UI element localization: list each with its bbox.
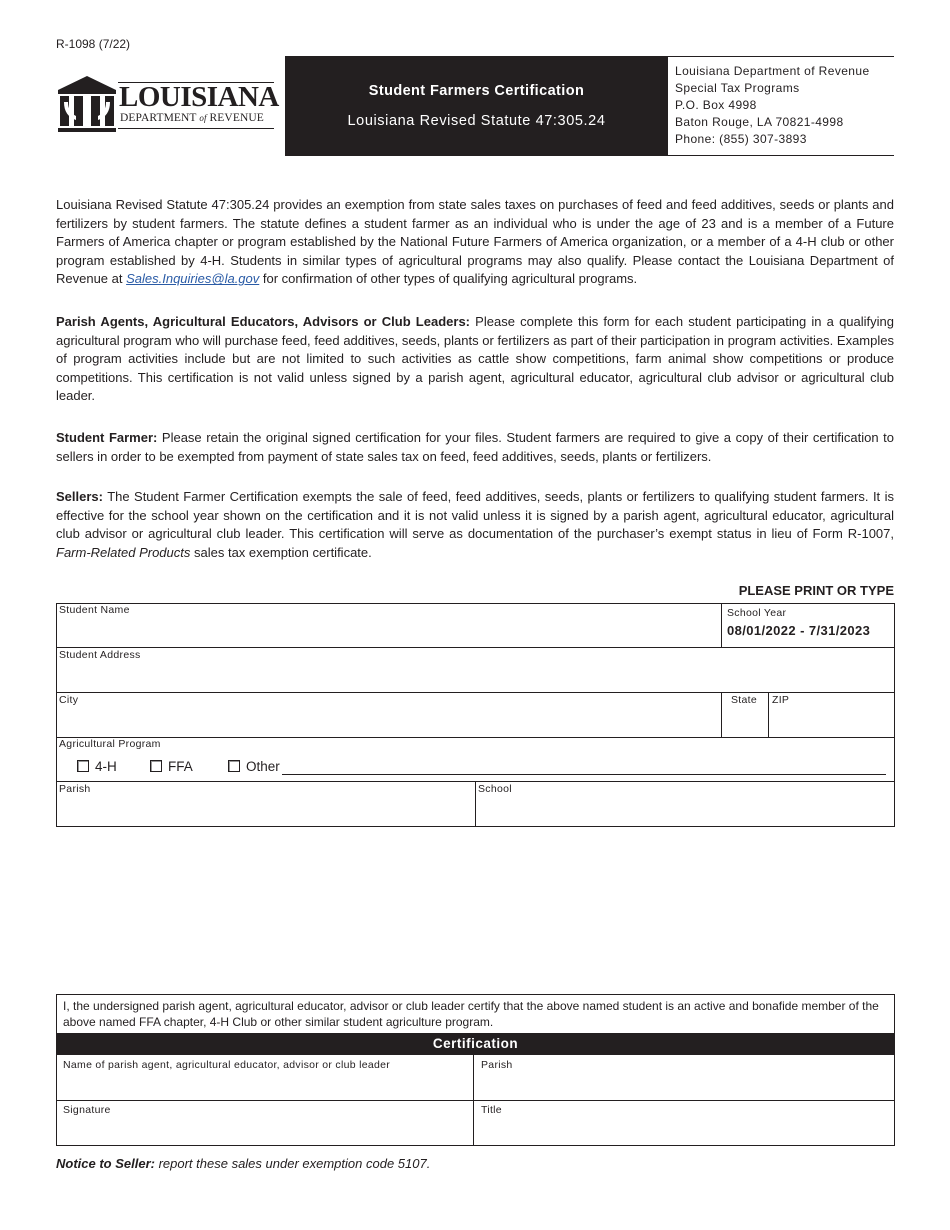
cert-parish-label: Parish — [481, 1059, 513, 1071]
state-label: State — [731, 694, 758, 706]
address-line: Special Tax Programs — [675, 81, 800, 95]
address-line: Baton Rouge, LA 70821-4998 — [675, 115, 844, 129]
address-line: Louisiana Department of Revenue — [675, 64, 870, 78]
agency-address — [675, 63, 870, 148]
student-farmer-paragraph: Student Farmer: Please retain the original signed certification for your files. Student farmers are required to give a copy of their certification to sellers in order to be exempted from payment of state sales tax on feed, feed additives, seeds, plants or fertilizers. — [56, 430, 895, 464]
cert-parish-field[interactable] — [474, 1056, 894, 1100]
other-program-input[interactable] — [282, 774, 886, 775]
parish-field[interactable] — [57, 782, 474, 826]
school-year-label: School Year — [727, 607, 787, 619]
agents-paragraph: Parish Agents, Agricultural Educators, Advisors or Club Leaders: Please complete this form for each student participating in a qualifying agricultural program who will purchase feed, feed additives, seeds, plants or fertilizers as part of their participation in program activities. Examples of program activities include but are not limited to such activities as cattle show competitions, farm animal show competitions or produce competitions. This certification is not valid unless signed by a parish agent, agricultural educator, agricultural club advisor or agricultural club leader. — [56, 314, 894, 404]
signature-label: Signature — [63, 1104, 111, 1116]
notice-to-seller: Notice to Seller: report these sales under exemption code 5107. — [56, 1156, 431, 1171]
checkbox-other[interactable] — [228, 760, 240, 772]
form-divider — [56, 737, 895, 738]
checkbox-ffa[interactable] — [150, 760, 162, 772]
school-field[interactable] — [476, 782, 894, 826]
option-4h[interactable]: 4-H — [77, 759, 117, 774]
capitol-columns-icon — [56, 76, 118, 134]
agent-name-label: Name of parish agent, agricultural educator, advisor or club leader — [63, 1059, 391, 1071]
title-label: Title — [481, 1104, 502, 1116]
logo-rule-bottom — [118, 128, 274, 129]
state-field[interactable] — [722, 693, 767, 736]
certification-title-bar: Certification — [57, 1033, 894, 1055]
student-address-field[interactable] — [57, 648, 894, 691]
title-block — [285, 56, 668, 156]
option-ffa[interactable]: FFA — [150, 759, 193, 774]
sales-inquiries-email-link[interactable]: Sales.Inquiries@la.gov — [126, 271, 260, 287]
parish-label: Parish — [59, 783, 91, 795]
school-label: School — [478, 783, 512, 795]
intro-paragraph: Louisiana Revised Statute 47:305.24 provides an exemption from state sales taxes on purchases of feed and feed additives, seeds or plants and fertilizers by student farmers. The statute defines a student farmer as an individual who is under the age of 23 and is a member of a Future Farmers of America chapter or program established by the National Future Farmers of America organization, or a member of a 4-H club or other program established by 4-H. Students in similar types of agricultural programs may also qualify. Please contact the Louisiana Department of Revenue at Sales.Inquiries@la.gov for confirmation of other types of qualifying agricultural programs. — [56, 197, 894, 287]
agricultural-program-label: Agricultural Program — [59, 738, 161, 750]
logo-wordmark: LOUISIANA — [119, 81, 279, 113]
statute-reference: Louisiana Revised Statute 47:305.24 — [347, 113, 606, 129]
print-notice: PLEASE PRINT OR TYPE — [738, 583, 894, 598]
checkbox-4h[interactable] — [77, 760, 89, 772]
logo-subtitle: DEPARTMENT of REVENUE — [120, 112, 264, 124]
school-year-value: 08/01/2022 - 7/31/2023 — [727, 623, 871, 638]
student-name-field[interactable] — [57, 604, 720, 646]
option-other[interactable]: Other — [228, 759, 280, 774]
title-field[interactable] — [474, 1101, 894, 1145]
address-line: Phone: (855) 307-3893 — [675, 132, 807, 146]
certification-statement: I, the undersigned parish agent, agricultural educator, advisor or club leader certify that the above named student is an active and bonafide member of the above named FFA chapter, 4-H Club or other similar student agriculture program. — [63, 999, 879, 1029]
zip-label: ZIP — [772, 694, 790, 706]
ldr-logo — [56, 60, 279, 148]
city-label: City — [59, 694, 79, 706]
zip-field[interactable] — [769, 693, 894, 736]
signature-field[interactable] — [57, 1101, 472, 1145]
student-address-label: Student Address — [59, 649, 141, 661]
city-field[interactable] — [57, 693, 720, 736]
agent-name-field[interactable] — [57, 1056, 472, 1100]
sellers-paragraph: Sellers: The Student Farmer Certification exempts the sale of feed, feed additives, seeds, plants or fertilizers to qualifying student farmers. It is effective for the school year shown on the certification and it is not valid unless it is signed by a parish agent, agricultural educator, agricultural club advisor or agricultural club leader. This certification will serve as documentation of the purchaser’s exempt status in lieu of Form R-1007, Farm-Related Products sales tax exemption certificate. — [56, 489, 894, 560]
form-number: R-1098 (7/22) — [56, 37, 131, 51]
school-year-field — [722, 604, 894, 646]
form-title: Student Farmers Certification — [368, 83, 585, 99]
student-name-label: Student Name — [59, 604, 130, 616]
address-line: P.O. Box 4998 — [675, 98, 757, 112]
